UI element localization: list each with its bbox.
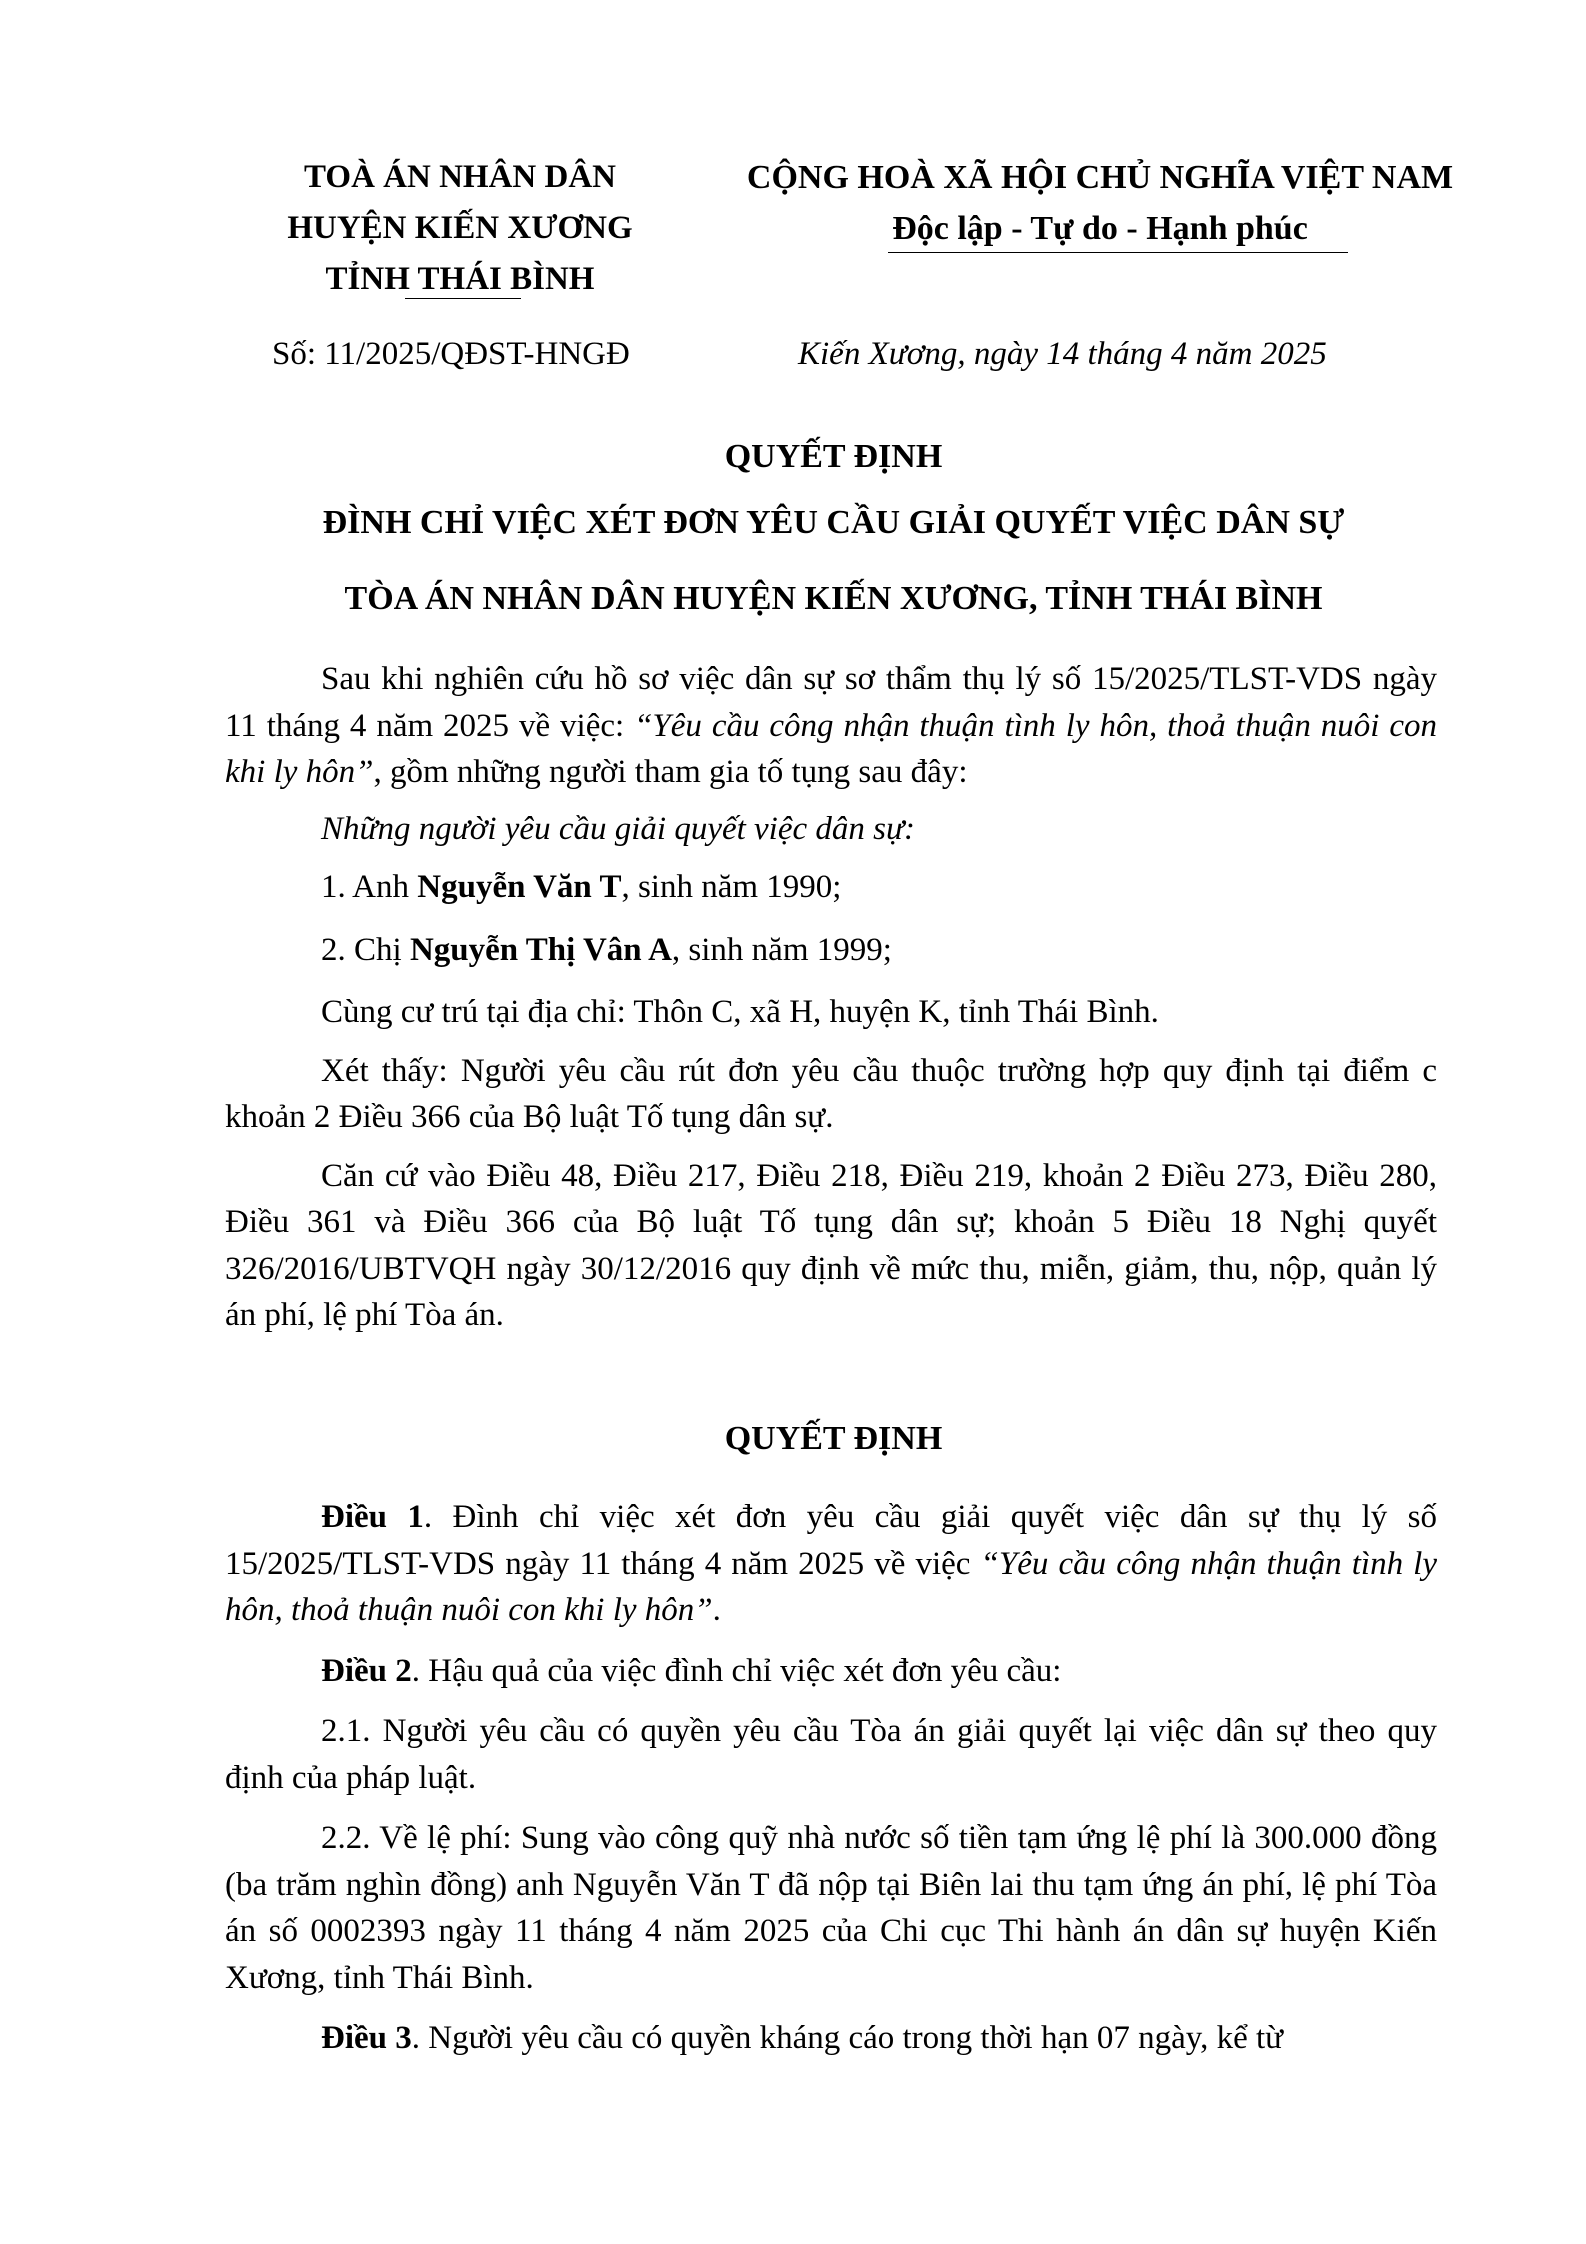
article-2-text: . Hậu quả của việc đình chỉ việc xét đơn yêu cầu: — [411, 1652, 1062, 1689]
requester-1-birth: , sinh năm 1990; — [621, 869, 842, 905]
article-2 — [225, 1648, 1437, 1695]
requester-1-name: Nguyễn Văn T — [417, 869, 622, 905]
court-header — [230, 152, 690, 305]
court-name-line3: TỈNH THÁI BÌNH — [325, 261, 595, 297]
case-intro-tail: , gồm những người tham gia tố tụng sau đây: — [373, 754, 968, 790]
case-intro-paragraph — [225, 656, 1437, 796]
decision-title: QUYẾT ĐỊNH — [724, 438, 943, 475]
article-3 — [225, 2015, 1437, 2062]
national-header — [720, 152, 1480, 254]
article-2-label: Điều 2 — [321, 1652, 412, 1689]
requester-2-birth: , sinh năm 1999; — [671, 931, 892, 968]
court-name-line2: HUYỆN KIẾN XƯƠNG — [287, 210, 633, 246]
national-motto: Độc lập - Tự do - Hạnh phúc — [892, 210, 1308, 247]
requester-2-name: Nguyễn Thị Vân A — [409, 931, 672, 968]
article-1-end: . — [712, 1592, 721, 1628]
article-2-2: 2.2. Về lệ phí: Sung vào công quỹ nhà nước số tiền tạm ứng lệ phí là 300.000 đồng (ba trăm nghìn đồng) anh Nguyễn Văn T đã nộp tại Biên lai thu tạm ứng án phí, lệ phí Tòa án số 0002393 ngày 11 tháng 4 năm 2025 của Chi cục Thi hành án dân sự huyện Kiến Xương, tỉnh Thái Bình. — [225, 1820, 1437, 1996]
article-1-text: . Đình chỉ việc xét đơn yêu cầu giải quyết việc dân sự thụ lý số 15/2025/TLST-VDS ngày 11 tháng 4 năm 2025 về việc — [225, 1499, 1437, 1582]
case-subject-quote: “Yêu cầu công nhận thuận tình ly hôn, thoả thuận nuôi con khi ly hôn” — [225, 707, 1437, 790]
court-name-line1: TOÀ ÁN NHÂN DÂN — [304, 159, 616, 195]
consideration-paragraph: Xét thấy: Người yêu cầu rút đơn yêu cầu thuộc trường hợp quy định tại điểm c khoản 2 Điều 366 của Bộ luật Tố tụng dân sự. — [225, 1052, 1437, 1135]
article-1-quote: “Yêu cầu công nhận thuận tình ly hôn, thoả thuận nuôi con khi ly hôn” — [225, 1545, 1438, 1628]
requester-2 — [225, 927, 1437, 974]
article-1-label: Điều 1 — [321, 1499, 424, 1535]
decision-section-title: QUYẾT ĐỊNH — [724, 1420, 943, 1457]
country-name: CỘNG HOÀ XÃ HỘI CHỦ NGHĨA VIỆT NAM — [746, 159, 1454, 196]
preamble-section — [225, 656, 1437, 1339]
court-header-underline — [405, 298, 521, 299]
articles-section — [225, 1494, 1437, 2062]
legal-basis-paragraph: Căn cứ vào Điều 48, Điều 217, Điều 218, Điều 219, khoản 2 Điều 273, Điều 280, Điều 361 và Điều 366 của Bộ luật Tố tụng dân sự; khoản 5 Điều 18 Nghị quyết 326/2016/UBTVQH ngày 30/12/2016 quy định về mức thu, miễn, giảm, thu, nộp, quản lý án phí, lệ phí Tòa án. — [225, 1157, 1437, 1333]
court-full-name: TÒA ÁN NHÂN DÂN HUYỆN KIẾN XƯƠNG, TỈNH THÁI BÌNH — [344, 580, 1323, 617]
requester-1 — [225, 864, 1437, 911]
article-3-label: Điều 3 — [321, 2020, 412, 2056]
article-1 — [225, 1494, 1437, 1634]
residence-address: Cùng cư trú tại địa chỉ: Thôn C, xã H, huyện K, tỉnh Thái Bình. — [321, 994, 1159, 1030]
decision-subject: ĐÌNH CHỈ VIỆC XÉT ĐƠN YÊU CẦU GIẢI QUYẾT VIỆC DÂN SỰ — [322, 504, 1345, 541]
case-intro-text: Sau khi nghiên cứu hồ sơ việc dân sự sơ thẩm thụ lý số 15/2025/TLST-VDS ngày 11 tháng 4 năm 2025 về việc: — [225, 661, 1437, 744]
requesters-heading: Những người yêu cầu giải quyết việc dân sự: — [321, 810, 915, 847]
article-2-1: 2.1. Người yêu cầu có quyền yêu cầu Tòa án giải quyết lại việc dân sự theo quy định của pháp luật. — [225, 1713, 1437, 1796]
place-date: Kiến Xương, ngày 14 tháng 4 năm 2025 — [798, 336, 1327, 372]
requester-2-title: 2. Chị — [321, 931, 410, 968]
requester-1-title: 1. Anh — [321, 869, 418, 905]
motto-underline — [888, 252, 1348, 253]
decision-number: Số: 11/2025/QĐST-HNGĐ — [272, 336, 630, 372]
article-3-text: . Người yêu cầu có quyền kháng cáo trong thời hạn 07 ngày, kể từ — [411, 2020, 1284, 2056]
